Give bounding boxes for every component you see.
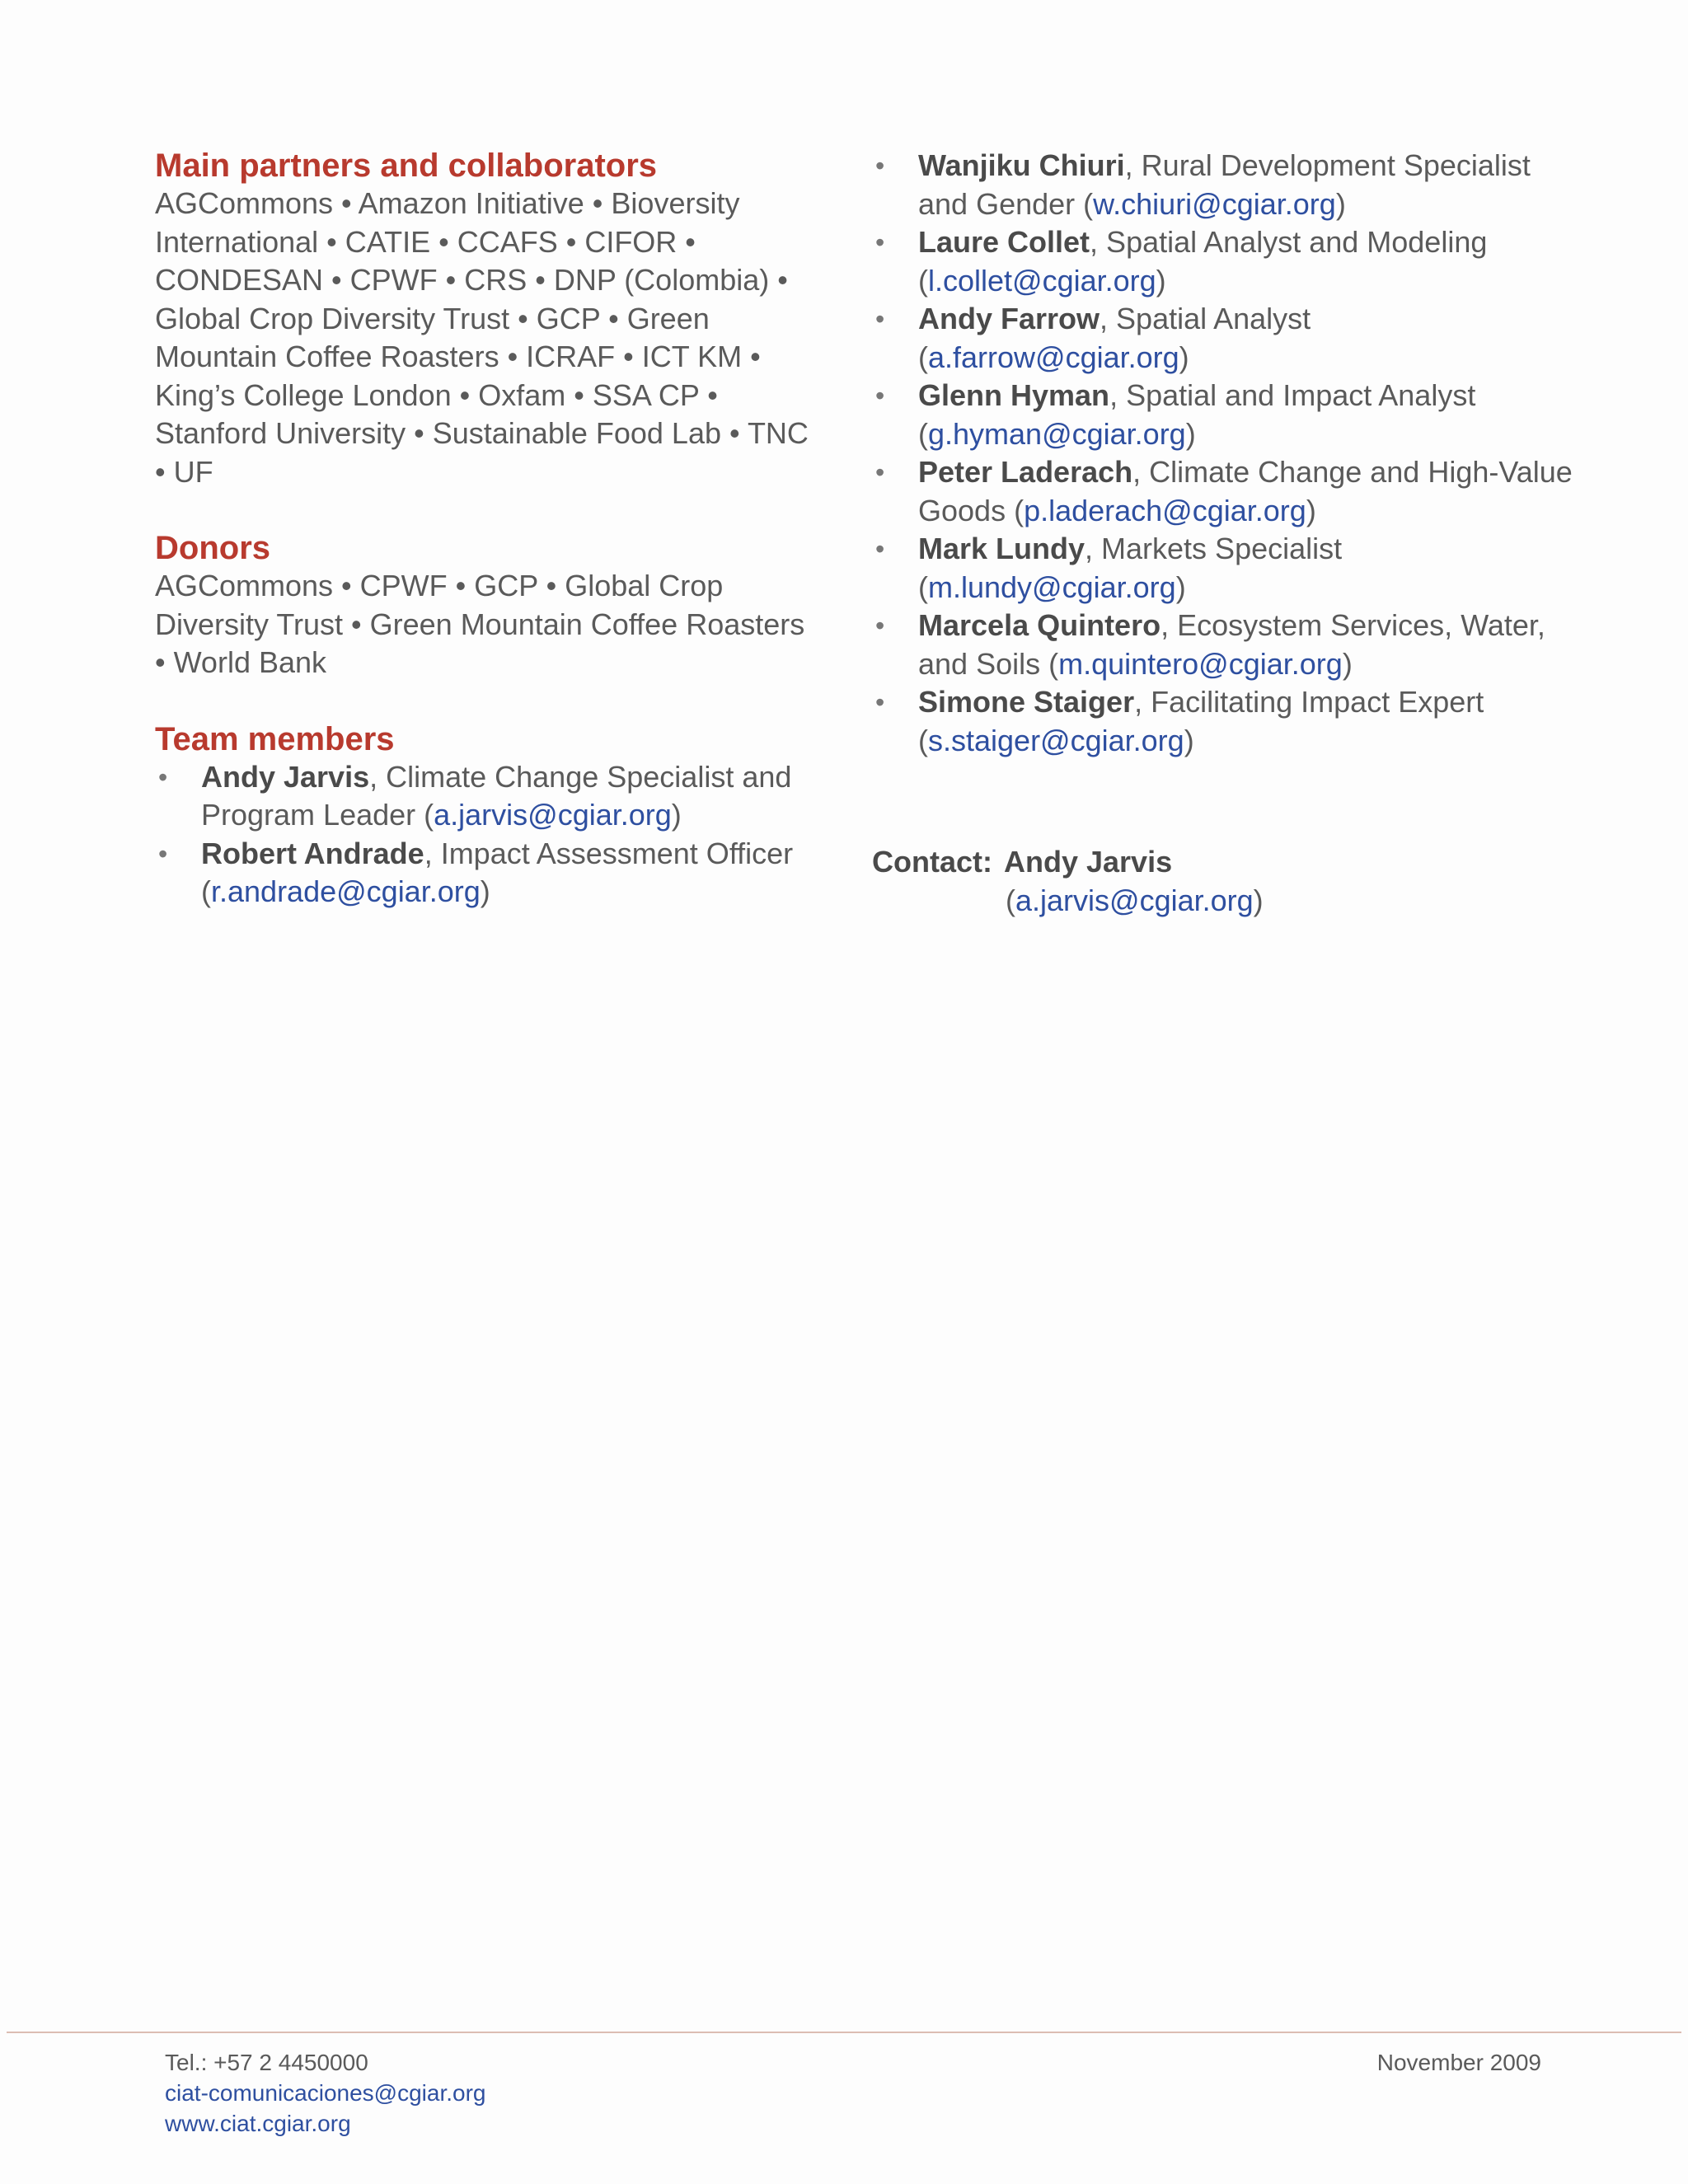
member-role: , Ecosystem Services, Water, and Soils ( (918, 608, 1545, 681)
contact-label: Contact: (872, 845, 992, 879)
member-email-link[interactable]: l.collet@cgiar.org (928, 263, 1156, 298)
paren-close: ) (1184, 723, 1194, 757)
member-name: Wanjiku Chiuri (918, 148, 1125, 182)
bullet-icon: • (875, 227, 885, 257)
team-member (872, 223, 1581, 300)
member-name: Laure Collet (918, 225, 1090, 259)
paren-close: ) (1253, 883, 1264, 917)
member-role: , Impact Assessment Officer ( (201, 836, 794, 908)
left-column (155, 147, 814, 912)
team-member (872, 530, 1581, 607)
contact-name: Andy Jarvis (1004, 845, 1173, 879)
team-member (872, 607, 1581, 683)
member-name: Peter Laderach (918, 455, 1133, 489)
member-role: , Spatial Analyst and Modeling ( (918, 225, 1488, 298)
contact-email-link[interactable]: a.jarvis@cgiar.org (1015, 883, 1254, 917)
member-email-link[interactable]: g.hyman@cgiar.org (928, 416, 1186, 451)
member-name: Marcela Quintero (918, 608, 1161, 642)
donors-heading: Donors (155, 530, 270, 566)
member-role: , Markets Specialist ( (918, 532, 1343, 604)
member-role: , Climate Change Specialist and Program Leader ( (201, 759, 792, 832)
team-member (872, 683, 1581, 760)
paren-close: ) (1185, 416, 1196, 451)
member-email-link[interactable]: s.staiger@cgiar.org (928, 723, 1184, 757)
member-name: Mark Lundy (918, 532, 1085, 565)
member-email-link[interactable]: m.lundy@cgiar.org (928, 569, 1176, 604)
bullet-icon: • (875, 457, 885, 487)
member-name: Robert Andrade (201, 836, 424, 870)
member-email-link[interactable]: a.farrow@cgiar.org (928, 340, 1179, 374)
paren-close: ) (1335, 186, 1346, 221)
member-role: , Spatial and Impact Analyst ( (918, 378, 1476, 451)
team-member (872, 147, 1581, 223)
bullet-icon: • (158, 762, 168, 792)
bullet-icon: • (875, 151, 885, 180)
member-role: , Rural Development Specialist and Gender ( (918, 148, 1531, 221)
paren-close: ) (1179, 340, 1189, 374)
member-role: , Spatial Analyst ( (918, 302, 1311, 374)
paren-close: ) (1156, 263, 1166, 298)
paren-close: ) (1175, 569, 1186, 604)
bullet-icon: • (875, 381, 885, 410)
footer-contact (165, 2047, 485, 2139)
contact-block (872, 842, 1581, 920)
partners-list: AGCommons • Amazon Initiative • Bioversity International • CATIE • CCAFS • CIFOR • CONDESAN • CPWF • CRS • DNP (Colombia) • Global Crop Diversity Trust • GCP • Green Mountain Coffee Roasters • ICRAF • ICT KM • King’s College London • Oxfam • SSA CP • Stanford University • Sustainable Food Lab • TNC • UF (155, 186, 809, 489)
member-email-link[interactable]: a.jarvis@cgiar.org (434, 798, 672, 832)
member-email-link[interactable]: w.chiuri@cgiar.org (1093, 186, 1336, 221)
footer-divider (7, 2032, 1681, 2033)
member-role: , Climate Change and High-Value Goods ( (918, 455, 1573, 527)
right-column (872, 147, 1581, 920)
paren-close: ) (1342, 646, 1353, 681)
footer-email-link[interactable]: ciat-comunicaciones@cgiar.org (165, 2080, 486, 2106)
footer-website-link[interactable]: www.ciat.cgiar.org (165, 2111, 351, 2136)
member-name: Simone Staiger (918, 685, 1135, 719)
team-member (155, 835, 814, 912)
bullet-icon: • (158, 838, 168, 869)
footer-date: November 2009 (1376, 2050, 1541, 2075)
paren-close: ) (671, 798, 682, 832)
member-name: Glenn Hyman (918, 378, 1110, 412)
paren-close: ) (1306, 493, 1316, 527)
partners-heading: Main partners and collaborators (155, 148, 658, 184)
member-email-link[interactable]: p.laderach@cgiar.org (1024, 493, 1306, 527)
team-list-left (155, 758, 814, 912)
team-member (872, 453, 1581, 530)
team-member (872, 300, 1581, 377)
member-name: Andy Farrow (918, 302, 1100, 335)
paren-open: ( (1006, 883, 1015, 917)
bullet-icon: • (875, 304, 885, 334)
member-email-link[interactable]: m.quintero@cgiar.org (1058, 646, 1343, 681)
team-heading: Team members (155, 720, 395, 757)
paren-close: ) (480, 874, 490, 908)
footer-phone: Tel.: +57 2 4450000 (165, 2050, 368, 2075)
member-name: Andy Jarvis (201, 759, 370, 794)
team-member (872, 377, 1581, 453)
donors-list: AGCommons • CPWF • GCP • Global Crop Diversity Trust • Green Mountain Coffee Roasters • World Bank (155, 569, 805, 679)
team-list-right (872, 147, 1581, 760)
bullet-icon: • (875, 687, 885, 717)
bullet-icon: • (875, 534, 885, 564)
team-member (155, 758, 814, 835)
member-role: , Facilitating Impact Expert ( (918, 685, 1484, 757)
member-email-link[interactable]: r.andrade@cgiar.org (211, 874, 481, 908)
bullet-icon: • (875, 611, 885, 640)
